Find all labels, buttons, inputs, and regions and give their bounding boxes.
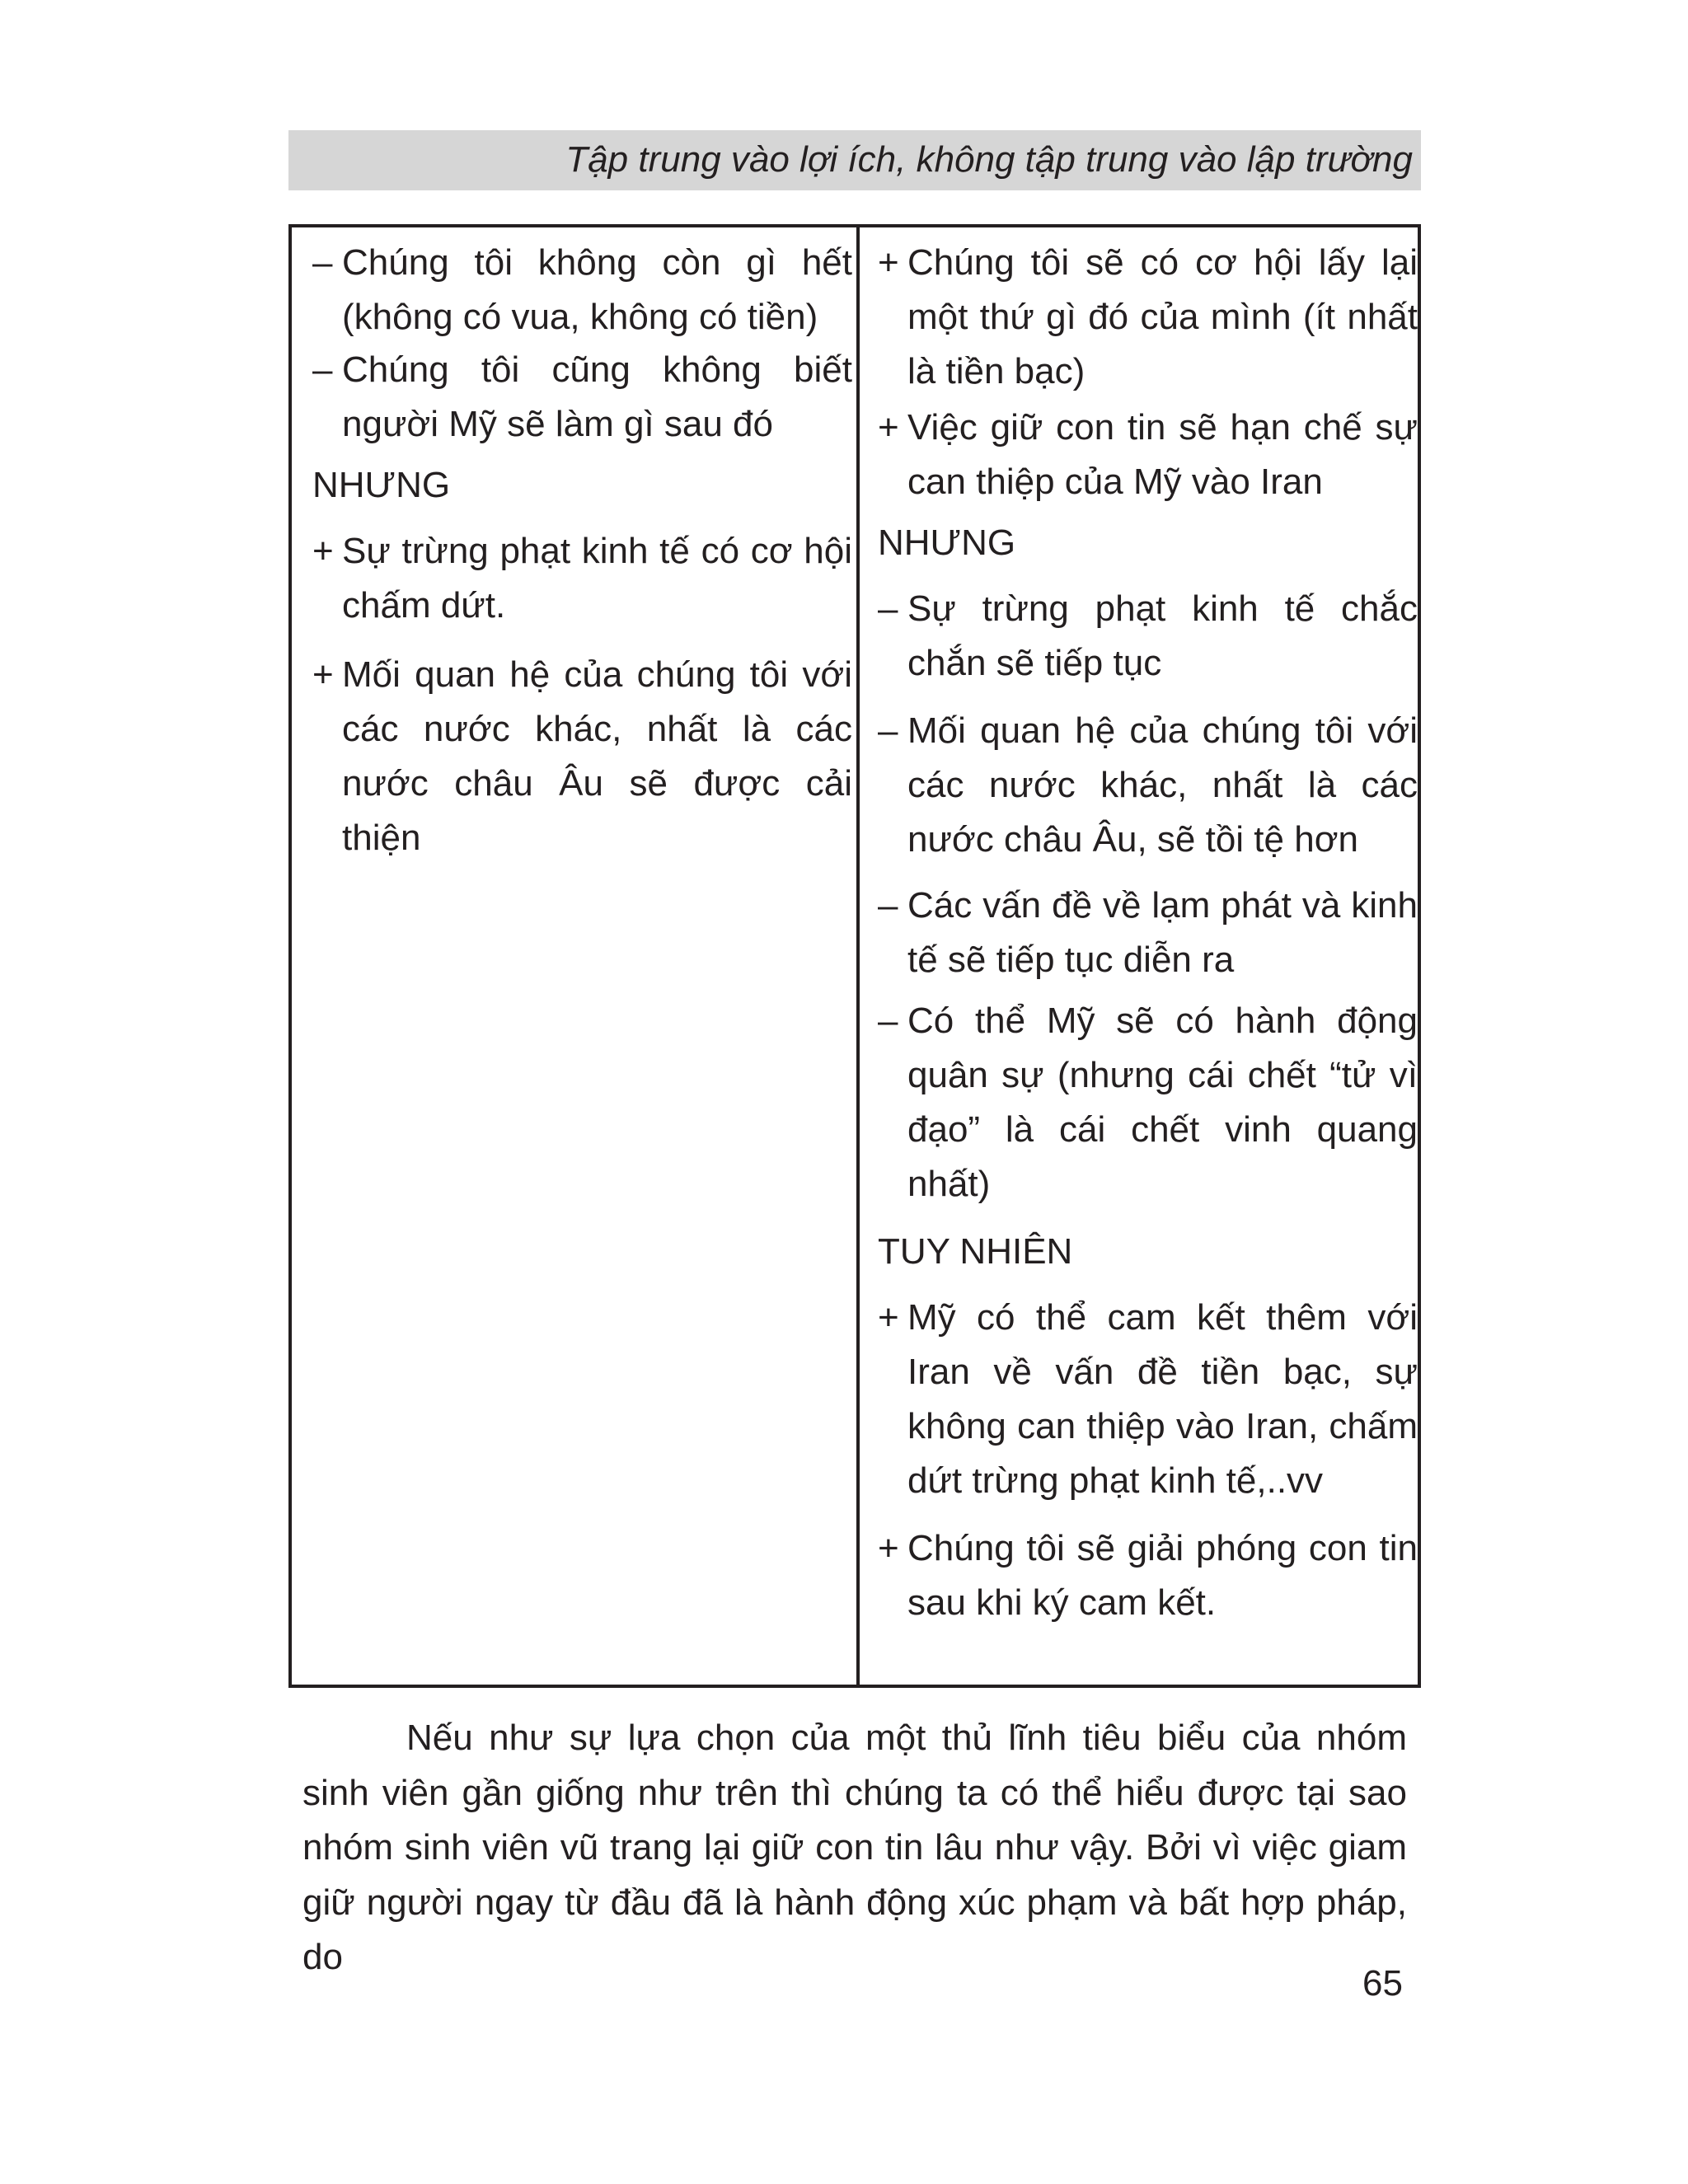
right-item-text: Việc giữ con tin sẽ hạn chế sự can thiệp của Mỹ vào Iran (907, 407, 1418, 502)
column-divider (856, 227, 860, 1685)
plus-bullet: + (878, 1297, 899, 1338)
left-item-text: Mối quan hệ của chúng tôi với các nước khác, nhất là các nước châu Âu sẽ được cải thiện (342, 654, 852, 858)
right-item-1 (878, 236, 1418, 399)
plus-bullet: + (312, 654, 334, 695)
plus-bullet: + (312, 531, 334, 571)
left-item-text: Sự trừng phạt kinh tế có cơ hội chấm dứt. (342, 531, 852, 626)
right-item-text: Chúng tôi sẽ giải phóng con tin sau khi ký cam kết. (907, 1528, 1418, 1623)
right-item-5 (878, 879, 1418, 987)
right-heading-nhung: NHƯNG (878, 523, 1016, 563)
right-item-text: Sự trừng phạt kinh tế chắc chắn sẽ tiếp tục (907, 588, 1418, 683)
left-item-1 (312, 236, 852, 344)
dash-bullet: – (312, 349, 333, 390)
body-paragraph: Nếu như sự lựa chọn của một thủ lĩnh tiêu biểu của nhóm sinh viên gần giống như trên thì chúng ta có thể hiểu được tại sao nhóm sinh viên vũ trang lại giữ con tin lâu như vậy. Bởi vì việc giam giữ người ngay từ đầu đã là hành động xúc phạm và bất hợp pháp, do (302, 1718, 1407, 1977)
comparison-table (288, 224, 1421, 1688)
page-number: 65 (1362, 1963, 1403, 2004)
right-item-text: Chúng tôi sẽ có cơ hội lấy lại một thứ gì đó của mình (ít nhất là tiền bạc) (907, 242, 1418, 391)
right-item-text: Có thể Mỹ sẽ có hành động quân sự (nhưng cái chết “tử vì đạo” là cái chết vinh quang nhất) (907, 1001, 1418, 1204)
left-item-text: Chúng tôi cũng không biết người Mỹ sẽ làm gì sau đó (342, 349, 852, 444)
left-item-3 (312, 524, 852, 633)
right-item-6 (878, 994, 1418, 1212)
plus-bullet: + (878, 1528, 899, 1568)
right-item-8 (878, 1521, 1418, 1630)
plus-bullet: + (878, 242, 899, 283)
running-header-title: Tập trung vào lợi ích, không tập trung vào lập trường (565, 139, 1413, 180)
dash-bullet: – (312, 242, 333, 283)
right-item-3 (878, 582, 1418, 691)
left-item-text: Chúng tôi không còn gì hết (không có vua, không có tiền) (342, 242, 852, 337)
right-heading-tuy-nhien: TUY NHIÊN (878, 1231, 1073, 1272)
right-item-text: Mối quan hệ của chúng tôi với các nước khác, nhất là các nước châu Âu, sẽ tồi tệ hơn (907, 710, 1418, 860)
left-item-2 (312, 343, 852, 452)
dash-bullet: – (878, 588, 898, 629)
dash-bullet: – (878, 710, 898, 751)
right-item-text: Các vấn đề về lạm phát và kinh tế sẽ tiếp tục diễn ra (907, 885, 1418, 980)
dash-bullet: – (878, 885, 898, 926)
right-item-text: Mỹ có thể cam kết thêm với Iran về vấn đề tiền bạc, sự không can thiệp vào Iran, chấm dứt trừng phạt kinh tế,..vv (907, 1297, 1418, 1501)
left-item-4 (312, 648, 852, 865)
right-item-7 (878, 1291, 1418, 1508)
dash-bullet: – (878, 1001, 898, 1041)
right-item-4 (878, 704, 1418, 867)
plus-bullet: + (878, 407, 899, 448)
running-header (288, 130, 1421, 190)
left-heading-nhung: NHƯNG (312, 465, 451, 505)
right-item-2 (878, 401, 1418, 509)
